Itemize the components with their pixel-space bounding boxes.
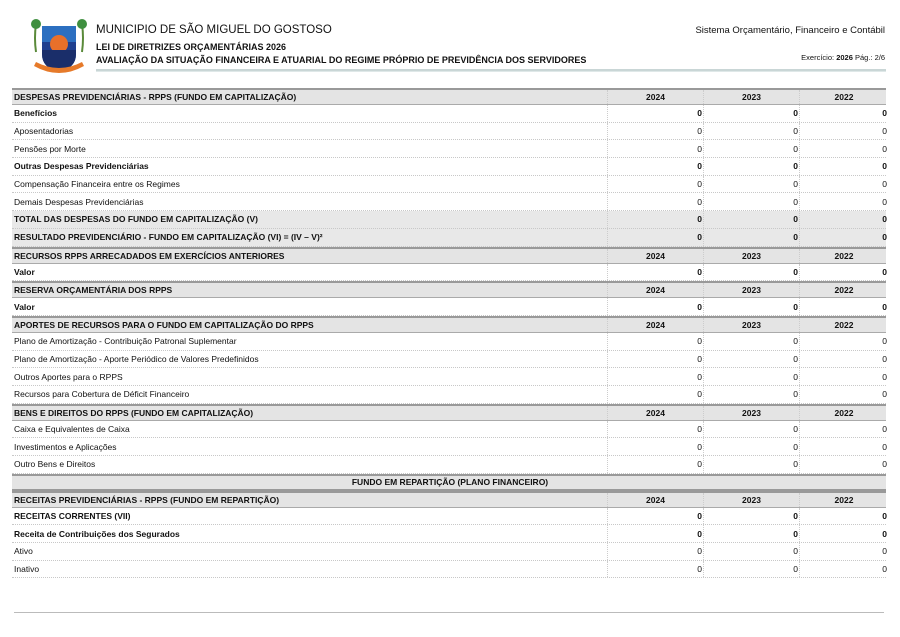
row-label: BENS E DIREITOS DO RPPS (FUNDO EM CAPITALIZAÇÃO) — [14, 407, 254, 418]
row-label: Receita de Contribuições dos Segurados — [14, 528, 180, 539]
value-cell: 0 — [607, 158, 703, 175]
table-header-row — [12, 281, 886, 298]
report-title: AVALIAÇÃO DA SITUAÇÃO FINANCEIRA E ATUARIAL DO REGIME PRÓPRIO DE PREVIDÊNCIA DOS SERVIDORES — [96, 55, 587, 65]
value-cell: 0 — [607, 386, 703, 403]
value-cell: 0 — [799, 176, 888, 193]
value-cell: 0 — [799, 386, 888, 403]
row-label: Caixa e Equivalentes de Caixa — [14, 423, 130, 434]
value-cell: 0 — [703, 123, 799, 140]
value-cell: 0 — [799, 421, 888, 438]
row-label: Recursos para Cobertura de Déficit Financeiro — [14, 389, 190, 400]
table-row — [12, 123, 886, 141]
table-header-row — [12, 247, 886, 264]
value-cell: 0 — [607, 456, 703, 473]
year-column-header: 2022 — [799, 90, 888, 104]
year-column-header: 2024 — [607, 406, 703, 420]
value-cell: 0 — [799, 456, 888, 473]
value-cell: 0 — [799, 193, 888, 210]
table-row — [12, 386, 886, 404]
value-cell: 0 — [607, 193, 703, 210]
row-label: Demais Despesas Previdenciárias — [14, 196, 144, 207]
value-cell: 0 — [607, 525, 703, 542]
year-column-header: 2023 — [703, 249, 799, 263]
value-cell: 0 — [703, 456, 799, 473]
year-column-header: 2023 — [703, 90, 799, 104]
year-column-header: 2022 — [799, 406, 888, 420]
municipality-name: MUNICIPIO DE SÃO MIGUEL DO GOSTOSO — [96, 24, 332, 36]
section-title-row — [12, 474, 886, 491]
row-label: Inativo — [14, 564, 40, 575]
table-row — [12, 140, 886, 158]
value-cell: 0 — [607, 368, 703, 385]
year-column-header: 2024 — [607, 283, 703, 297]
table-row — [12, 561, 886, 579]
value-cell: 0 — [703, 386, 799, 403]
value-cell: 0 — [703, 140, 799, 157]
value-cell: 0 — [799, 368, 888, 385]
row-label: RECURSOS RPPS ARRECADADOS EM EXERCÍCIOS ANTERIORES — [14, 250, 285, 261]
value-cell: 0 — [799, 333, 888, 350]
row-label: Plano de Amortização - Contribuição Patronal Suplementar — [14, 336, 237, 347]
value-cell: 0 — [607, 229, 703, 246]
row-label: Benefícios — [14, 108, 57, 119]
value-cell: 0 — [799, 229, 888, 246]
table-row — [12, 333, 886, 351]
value-cell: 0 — [703, 438, 799, 455]
value-cell: 0 — [799, 438, 888, 455]
value-cell: 0 — [607, 298, 703, 315]
header-divider — [96, 69, 886, 72]
value-cell: 0 — [607, 421, 703, 438]
table-row — [12, 158, 886, 176]
value-cell: 0 — [799, 123, 888, 140]
table-header-row — [12, 316, 886, 333]
value-cell: 0 — [799, 140, 888, 157]
year-column-header: 2024 — [607, 90, 703, 104]
value-cell: 0 — [607, 105, 703, 122]
table-row — [12, 351, 886, 369]
value-cell: 0 — [703, 333, 799, 350]
row-label: RECEITAS CORRENTES (VII) — [14, 511, 131, 522]
value-cell: 0 — [703, 543, 799, 560]
year-column-header: 2024 — [607, 249, 703, 263]
value-cell: 0 — [703, 368, 799, 385]
value-cell: 0 — [799, 105, 888, 122]
value-cell: 0 — [703, 561, 799, 578]
row-label: Outro Bens e Direitos — [14, 459, 96, 470]
table-row — [12, 193, 886, 211]
exercise-label: Exercício: — [801, 53, 835, 62]
value-cell: 0 — [799, 525, 888, 542]
exercise-info — [801, 53, 885, 62]
year-column-header: 2022 — [799, 318, 888, 332]
table-header-row — [12, 491, 886, 508]
row-label: DESPESAS PREVIDENCIÁRIAS - RPPS (FUNDO EM CAPITALIZAÇÃO) — [14, 92, 297, 102]
exercise-year: 2026 — [836, 53, 853, 62]
row-label: APORTES DE RECURSOS PARA O FUNDO EM CAPITALIZAÇÃO DO RPPS — [14, 319, 314, 330]
table-header-row — [12, 88, 886, 105]
table-row — [12, 456, 886, 474]
value-cell: 0 — [703, 508, 799, 525]
page-number: Pág.: 2/6 — [854, 53, 885, 62]
value-cell: 0 — [703, 421, 799, 438]
table-row — [12, 368, 886, 386]
year-column-header: 2023 — [703, 406, 799, 420]
row-label: RESULTADO PREVIDENCIÁRIO - FUNDO EM CAPITALIZAÇÃO (VI) = (IV – V)² — [14, 232, 323, 243]
municipality-coat-of-arms-logo — [28, 18, 90, 78]
table-row — [12, 543, 886, 561]
value-cell: 0 — [799, 561, 888, 578]
value-cell: 0 — [799, 508, 888, 525]
value-cell: 0 — [703, 105, 799, 122]
year-column-header: 2024 — [607, 493, 703, 507]
value-cell: 0 — [799, 211, 888, 228]
row-label: Investimentos e Aplicações — [14, 441, 117, 452]
value-cell: 0 — [703, 229, 799, 246]
table-row — [12, 508, 886, 526]
row-label: Ativo — [14, 546, 33, 557]
value-cell: 0 — [703, 176, 799, 193]
row-label: Valor — [14, 301, 35, 312]
year-column-header: 2022 — [799, 493, 888, 507]
value-cell: 0 — [703, 158, 799, 175]
row-label: Outras Despesas Previdenciárias — [14, 161, 149, 172]
year-column-header: 2023 — [703, 493, 799, 507]
value-cell: 0 — [703, 298, 799, 315]
value-cell: 0 — [607, 123, 703, 140]
year-column-header: 2022 — [799, 249, 888, 263]
value-cell: 0 — [607, 140, 703, 157]
table-row — [12, 264, 886, 282]
row-label: FUNDO EM REPARTIÇÃO (PLANO FINANCEIRO) — [351, 477, 549, 488]
value-cell: 0 — [703, 351, 799, 368]
year-column-header: 2023 — [703, 283, 799, 297]
row-label: TOTAL DAS DESPESAS DO FUNDO EM CAPITALIZAÇÃO (V) — [14, 214, 258, 225]
row-label: Outros Aportes para o RPPS — [14, 371, 123, 382]
row-label: Valor — [14, 266, 35, 277]
value-cell: 0 — [799, 298, 888, 315]
value-cell: 0 — [799, 351, 888, 368]
row-label: RECEITAS PREVIDENCIÁRIAS - RPPS (FUNDO EM REPARTIÇÃO) — [14, 494, 280, 505]
table-row — [12, 176, 886, 194]
table-row — [12, 438, 886, 456]
value-cell: 0 — [799, 158, 888, 175]
table-row — [12, 298, 886, 316]
row-label: RESERVA ORÇAMENTÁRIA DOS RPPS — [14, 285, 173, 296]
table-header-row — [12, 404, 886, 421]
table-row — [12, 525, 886, 543]
row-label: Compensação Financeira entre os Regimes — [14, 179, 180, 190]
row-label: Aposentadorias — [14, 126, 74, 137]
value-cell: 0 — [607, 561, 703, 578]
value-cell: 0 — [607, 211, 703, 228]
value-cell: 0 — [607, 176, 703, 193]
table-row — [12, 105, 886, 123]
table-row — [12, 421, 886, 439]
row-label: Plano de Amortização - Aporte Periódico de Valores Predefinidos — [14, 353, 259, 364]
value-cell: 0 — [799, 543, 888, 560]
law-title: LEI DE DIRETRIZES ORÇAMENTÁRIAS 2026 — [96, 42, 287, 52]
value-cell: 0 — [703, 211, 799, 228]
year-column-header: 2022 — [799, 283, 888, 297]
row-label: Pensões por Morte — [14, 143, 86, 154]
year-column-header: 2023 — [703, 318, 799, 332]
value-cell: 0 — [607, 333, 703, 350]
value-cell: 0 — [607, 351, 703, 368]
report-table — [12, 88, 886, 578]
value-cell: 0 — [607, 543, 703, 560]
table-row — [12, 229, 886, 247]
year-column-header: 2024 — [607, 318, 703, 332]
value-cell: 0 — [703, 193, 799, 210]
value-cell: 0 — [607, 508, 703, 525]
system-name: Sistema Orçamentário, Financeiro e Contábil — [695, 25, 885, 36]
table-row — [12, 211, 886, 229]
value-cell: 0 — [607, 438, 703, 455]
value-cell: 0 — [607, 264, 703, 281]
value-cell: 0 — [703, 264, 799, 281]
footer-divider — [14, 612, 884, 613]
value-cell: 0 — [799, 264, 888, 281]
value-cell: 0 — [703, 525, 799, 542]
